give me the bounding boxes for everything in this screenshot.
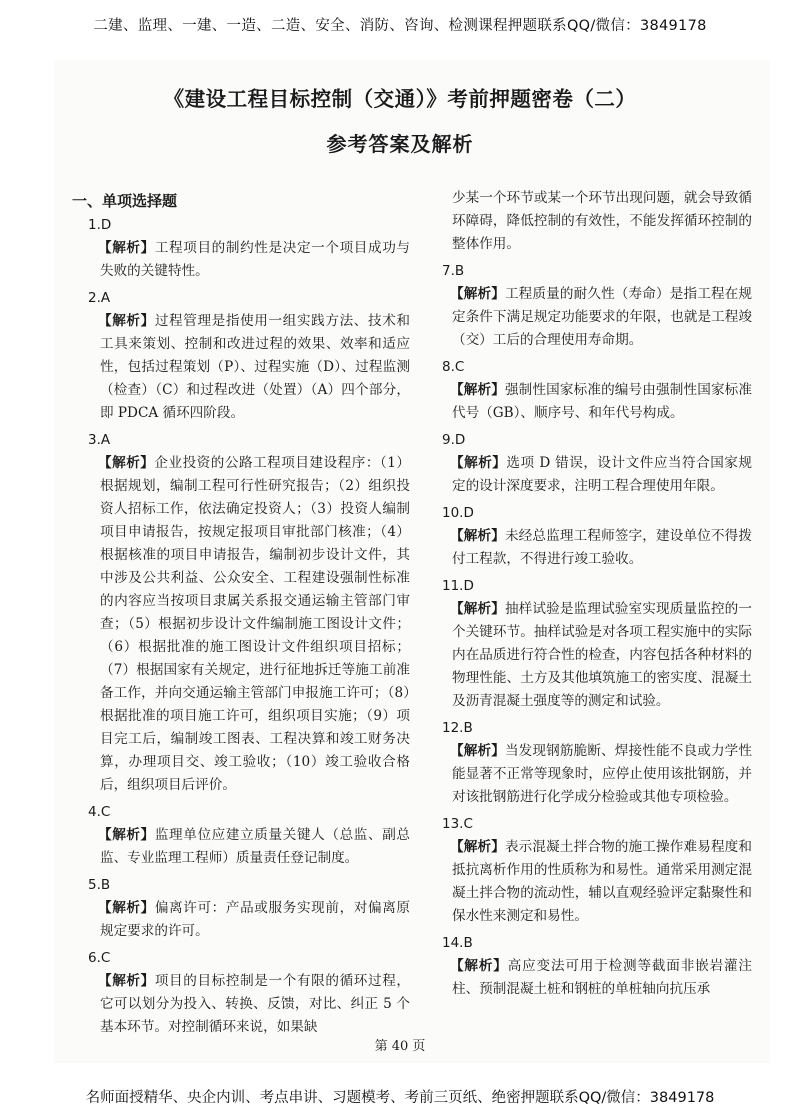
explanation-tag: 【解析】 (98, 973, 155, 989)
question-number: 3.A (88, 432, 111, 448)
right-column (432, 187, 752, 1005)
answer-explanation (452, 740, 752, 809)
answer-explanation (452, 379, 752, 425)
explanation-text: 工程项目的制约性是决定一个项目成功与失败的关键特性。 (100, 240, 411, 279)
explanation-text: 选项 D 错误，设计文件应当符合国家规定的设计深度要求，注明工程合理使用年限。 (452, 455, 752, 494)
answer-explanation (452, 525, 752, 571)
explanation-text: 偏离许可：产品或服务实现前，对偏离原规定要求的许可。 (100, 900, 411, 939)
explanation-tag: 【解析】 (98, 455, 155, 471)
question-number: 2.A (88, 290, 111, 306)
explanation-text: 抽样试验是监理试验室实现质量监控的一个关键环节。抽样试验是对各项工程实施中的实际内在品质进行符合性的检查，内容包括各种材料的物理性能、土方及其他填筑施工的密实度、混凝土及沥青混凝土强度等的测定和试验。 (452, 601, 753, 709)
answer-explanation (452, 836, 752, 928)
explanation-text: 项目的目标控制是一个有限的循环过程，它可以划分为投入、转换、反馈，对比、纠正 5 个基本环节。对控制循环来说，如果缺 (100, 973, 411, 1035)
explanation-text: 过程管理是指使用一组实践方法、技术和工具来策划、控制和改进过程的效果、效率和适应性，包括过程策划（P）、过程实施（D）、过程监测（检查）（C）和过程改进（处置）（A）四个部分，即 PDCA 循环四阶段。 (100, 313, 411, 421)
explanation-text: 高应变法可用于检测等截面非嵌岩灌注柱、预制混凝土桩和钢桩的单桩轴向抗压承 (452, 958, 753, 997)
answer-explanation (452, 452, 752, 498)
answer-explanation (100, 897, 410, 943)
question-number: 12.B (442, 720, 473, 736)
answer-explanation (100, 310, 410, 425)
left-column (70, 188, 410, 1043)
explanation-tag: 【解析】 (98, 313, 155, 329)
question-number: 1.D (88, 217, 112, 233)
answer-explanation (100, 824, 410, 870)
explanation-tag: 【解析】 (98, 900, 155, 916)
bottom-contact-banner: 名师面授精华、央企内训、考点串讲、习题模考、考前三页纸、绝密押题联系QQ/微信：3849178 (85, 1090, 715, 1106)
top-contact-banner: 二建、监理、一建、一造、二造、安全、消防、咨询、检测课程押题联系QQ/微信：3849178 (93, 18, 707, 34)
question-number: 9.D (442, 432, 466, 448)
question-number: 5.B (88, 877, 111, 893)
question-number: 13.C (442, 816, 473, 832)
question-number: 8.C (442, 359, 465, 375)
answer-explanation (452, 955, 752, 1001)
explanation-text: 工程质量的耐久性（寿命）是指工程在规定条件下满足规定功能要求的年限，也就是工程竣（交）工后的合理使用寿命期。 (452, 286, 753, 348)
explanation-tag: 【解析】 (450, 382, 505, 398)
explanation-tag: 【解析】 (450, 455, 507, 471)
explanation-text: 当发现钢筋脆断、焊接性能不良或力学性能显著不正常等现象时，应停止使用该批钢筋，并对该批钢筋进行化学成分检验或其他专项检验。 (452, 743, 753, 805)
explanation-text: 强制性国家标准的编号由强制性国家标准代号（GB）、顺序号、和年代号构成。 (452, 382, 753, 421)
explanation-tag: 【解析】 (450, 958, 508, 974)
answer-explanation (452, 283, 752, 352)
section-heading: 一、单项选择题 (72, 192, 178, 210)
question-number: 7.B (442, 263, 465, 279)
explanation-tag: 【解析】 (450, 839, 505, 855)
document-title: 《建设工程目标控制（交通）》考前押题密卷（二） (163, 87, 637, 111)
question-number: 14.B (442, 935, 473, 951)
explanation-text: 企业投资的公路工程项目建设程序：（1）根据规划，编制工程可行性研究报告；（2）组织投资人招标工作，依法确定投资人；（3）投资人编制项目申请报告，按规定报项目审批部门核准；（4）根据核准的项目申请报告，编制初步设计文件，其中涉及公共利益、公众安全、工程建设强制性标准的内容应当按项目隶属关系报交通运输主管部门审查；（5）根据初步设计文件编制施工图设计文件；（6）根据批准的施工图设计文件组织项目招标；（7）根据国家有关规定，进行征地拆迁等施工前准备工作，并向交通运输主管部门申报施工许可；（8）根据批准的项目施工许可，组织项目实施；（9）项目完工后，编制竣工图表、工程决算和竣工财务决算，办理项目交、竣工验收；（10）竣工验收合格后，组织项目后评价。 (100, 455, 410, 793)
question-number: 11.D (442, 578, 474, 594)
explanation-text: 未经总监理工程师签字，建设单位不得拨付工程款，不得进行竣工验收。 (452, 528, 753, 567)
answer-explanation (100, 970, 410, 1039)
answer-explanation (452, 598, 752, 713)
explanation-text: 表示混凝土拌合物的施工操作难易程度和抵抗离析作用的性质称为和易性。通常采用测定混凝土拌合物的流动性，辅以直观经验评定黏聚性和保水性来测定和易性。 (452, 839, 753, 924)
answer-explanation (100, 237, 410, 283)
document-subtitle: 参考答案及解析 (326, 132, 474, 156)
explanation-tag: 【解析】 (450, 286, 505, 302)
explanation-tag: 【解析】 (98, 240, 155, 256)
explanation-tag: 【解析】 (450, 528, 505, 544)
question-number: 10.D (442, 505, 474, 521)
continued-answer-text: 少某一个环节或某一个环节出现问题，就会导致循环障碍，降低控制的有效性，不能发挥循环控制的整体作用。 (452, 190, 752, 252)
explanation-text: 监理单位应建立质量关键人（总监、副总监、专业监理工程师）质量责任登记制度。 (100, 827, 411, 866)
explanation-tag: 【解析】 (98, 827, 155, 843)
page-number: 第 40 页 (374, 1039, 426, 1054)
question-number: 6.C (88, 950, 111, 966)
explanation-tag: 【解析】 (450, 743, 505, 759)
explanation-tag: 【解析】 (450, 601, 505, 617)
question-number: 4.C (88, 804, 111, 820)
answer-explanation (100, 452, 410, 797)
